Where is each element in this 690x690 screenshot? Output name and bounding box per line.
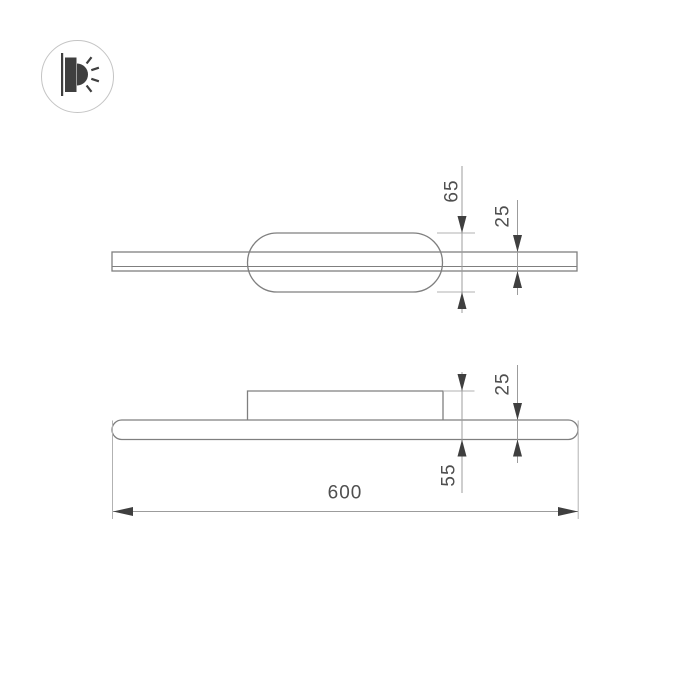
dim-55-arrow-up [458,440,467,457]
top-view-oval-body [248,233,443,292]
dim-label-55: 55 [438,463,460,487]
front-view-mount-box [248,391,444,420]
dim-600-arrow-left [113,507,133,516]
top-view-profile-bar [112,252,577,271]
dim-25-front-arrow-up [513,440,522,457]
dim-600-arrow-right [558,507,578,516]
dim-65-arrow-up [458,292,467,309]
dim-25-top-arrow-down [513,235,522,252]
dim-label-25-top: 25 [492,204,514,228]
dim-25-top-arrow-up [513,271,522,288]
dim-label-600: 600 [327,482,363,504]
dim-label-65: 65 [441,179,463,203]
dim-label-25-front: 25 [492,372,514,396]
front-view-profile-bar [112,420,578,440]
dim-25-front-arrow-down [513,403,522,420]
dim-65-arrow-down [458,216,467,233]
dim-55-arrow-down [458,374,467,391]
